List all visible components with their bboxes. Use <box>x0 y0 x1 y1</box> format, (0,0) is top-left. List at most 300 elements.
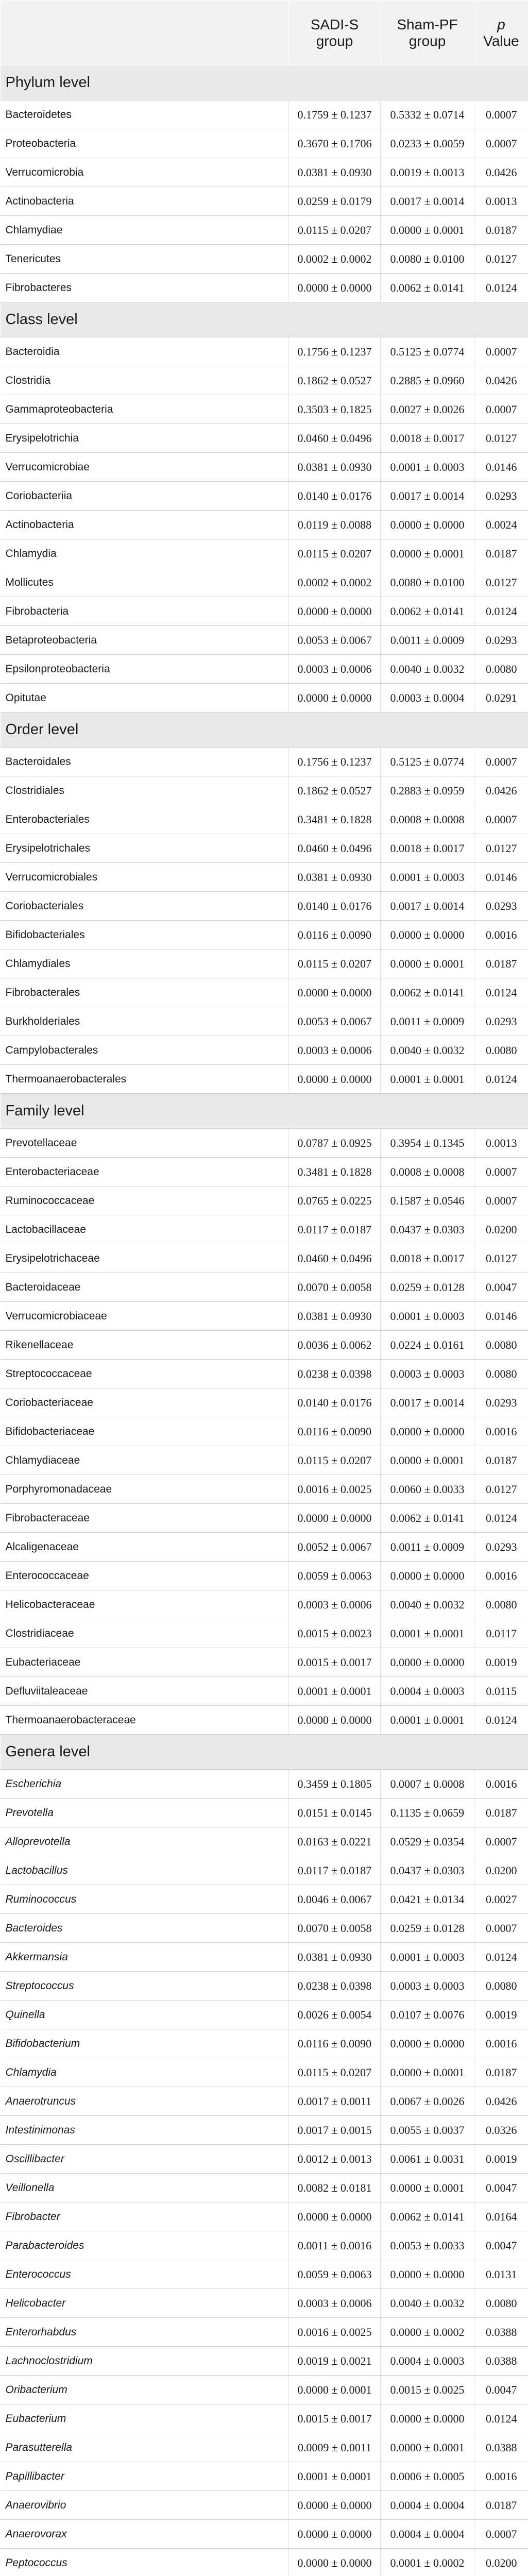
taxon-name: Intestinimonas <box>1 2116 289 2145</box>
sadi-s-value: 0.0017 ± 0.0011 <box>289 2087 381 2116</box>
p-value: 0.0293 <box>474 482 528 511</box>
taxon-name: Lactobacillus <box>1 1856 289 1885</box>
taxon-name: Erysipelotrichaceae <box>1 1244 289 1273</box>
sadi-s-value: 0.0003 ± 0.0006 <box>289 655 381 684</box>
table-row <box>1 1446 528 1475</box>
p-value: 0.0047 <box>474 2231 528 2260</box>
p-value: 0.0013 <box>474 1129 528 1158</box>
table-row <box>1 1273 528 1302</box>
sham-pf-value: 0.0001 ± 0.0003 <box>381 1302 474 1331</box>
sadi-s-value: 0.0460 ± 0.0496 <box>289 834 381 863</box>
p-value: 0.0124 <box>474 1504 528 1533</box>
section-title: Class level <box>1 302 528 337</box>
sadi-s-value: 0.0015 ± 0.0017 <box>289 1648 381 1677</box>
taxon-name: Enterococcaceae <box>1 1562 289 1590</box>
table-row <box>1 2289 528 2318</box>
sham-pf-value: 0.0001 ± 0.0002 <box>381 2549 474 2576</box>
table-row <box>1 1007 528 1036</box>
sham-pf-value: 0.0053 ± 0.0033 <box>381 2231 474 2260</box>
table-row <box>1 1065 528 1094</box>
table-row <box>1 395 528 424</box>
taxon-name: Veillonella <box>1 2174 289 2202</box>
p-value: 0.0016 <box>474 2029 528 2058</box>
sham-pf-value: 0.0018 ± 0.0017 <box>381 1244 474 1273</box>
taxon-name: Bacteroidales <box>1 748 289 776</box>
table-row <box>1 1914 528 1943</box>
sadi-s-value: 0.0053 ± 0.0067 <box>289 1007 381 1036</box>
sadi-s-value: 0.0000 ± 0.0001 <box>289 2376 381 2404</box>
sham-pf-value: 0.0060 ± 0.0033 <box>381 1475 474 1504</box>
sham-pf-value: 0.0004 ± 0.0003 <box>381 2347 474 2376</box>
p-value: 0.0124 <box>474 1065 528 1094</box>
p-value: 0.0117 <box>474 1619 528 1648</box>
taxon-name: Anaerovorax <box>1 2520 289 2549</box>
p-value: 0.0007 <box>474 805 528 834</box>
table-row <box>1 1331 528 1360</box>
table-row <box>1 274 528 302</box>
sham-pf-value: 0.0062 ± 0.0141 <box>381 597 474 626</box>
header-value-word: Value <box>483 32 519 49</box>
sadi-s-value: 0.0381 ± 0.0930 <box>289 158 381 187</box>
sham-pf-value: 0.0011 ± 0.0009 <box>381 1007 474 1036</box>
p-value: 0.0187 <box>474 539 528 568</box>
p-value: 0.0047 <box>474 2376 528 2404</box>
p-value: 0.0027 <box>474 1885 528 1914</box>
sham-pf-value: 0.0000 ± 0.0000 <box>381 511 474 539</box>
sadi-s-value: 0.0017 ± 0.0015 <box>289 2116 381 2145</box>
taxon-name: Verrucomicrobiae <box>1 453 289 482</box>
p-value: 0.0047 <box>474 2174 528 2202</box>
taxon-name: Ruminococcus <box>1 1885 289 1914</box>
sadi-s-value: 0.0151 ± 0.0145 <box>289 1799 381 1827</box>
sham-pf-value: 0.0017 ± 0.0014 <box>381 1388 474 1417</box>
table-row <box>1 1129 528 1158</box>
taxon-name: Chlamydia <box>1 539 289 568</box>
taxon-name: Actinobacteria <box>1 187 289 216</box>
taxon-name: Ruminococcaceae <box>1 1187 289 1215</box>
sadi-s-value: 0.1756 ± 0.1237 <box>289 337 381 366</box>
table-row <box>1 1827 528 1856</box>
p-value: 0.0124 <box>474 2404 528 2433</box>
taxon-name: Bacteroidia <box>1 337 289 366</box>
taxon-name: Fibrobacteres <box>1 274 289 302</box>
sham-pf-value: 0.0040 ± 0.0032 <box>381 1036 474 1065</box>
sadi-s-value: 0.0003 ± 0.0006 <box>289 1036 381 1065</box>
taxon-name: Parabacteroides <box>1 2231 289 2260</box>
sadi-s-value: 0.0116 ± 0.0090 <box>289 1417 381 1446</box>
sadi-s-value: 0.0019 ± 0.0021 <box>289 2347 381 2376</box>
sham-pf-value: 0.0000 ± 0.0001 <box>381 2433 474 2462</box>
sham-pf-value: 0.0040 ± 0.0032 <box>381 2289 474 2318</box>
sadi-s-value: 0.0015 ± 0.0023 <box>289 1619 381 1648</box>
taxon-name: Verrucomicrobiaceae <box>1 1302 289 1331</box>
sham-pf-value: 0.0001 ± 0.0001 <box>381 1065 474 1094</box>
sadi-s-value: 0.0119 ± 0.0088 <box>289 511 381 539</box>
p-value: 0.0007 <box>474 1914 528 1943</box>
taxon-name: Fibrobacter <box>1 2202 289 2231</box>
p-value: 0.0187 <box>474 2491 528 2520</box>
sadi-s-value: 0.1756 ± 0.1237 <box>289 748 381 776</box>
p-value: 0.0131 <box>474 2260 528 2289</box>
section-title: Genera level <box>1 1735 528 1770</box>
p-value: 0.0388 <box>474 2433 528 2462</box>
p-value: 0.0146 <box>474 1302 528 1331</box>
sham-pf-value: 0.0017 ± 0.0014 <box>381 482 474 511</box>
sham-pf-value: 0.0421 ± 0.0134 <box>381 1885 474 1914</box>
table-row <box>1 921 528 950</box>
sham-pf-value: 0.0001 ± 0.0003 <box>381 1943 474 1972</box>
taxon-name: Epsilonproteobacteria <box>1 655 289 684</box>
p-value: 0.0019 <box>474 1648 528 1677</box>
taxon-name: Defluviitaleaceae <box>1 1677 289 1706</box>
sadi-s-value: 0.0140 ± 0.0176 <box>289 1388 381 1417</box>
sadi-s-value: 0.0009 ± 0.0011 <box>289 2433 381 2462</box>
p-value: 0.0024 <box>474 511 528 539</box>
table-row <box>1 2174 528 2202</box>
table-row <box>1 2087 528 2116</box>
section-title: Family level <box>1 1094 528 1129</box>
sham-pf-value: 0.0001 ± 0.0001 <box>381 1619 474 1648</box>
sham-pf-value: 0.0004 ± 0.0004 <box>381 2491 474 2520</box>
sham-pf-value: 0.2885 ± 0.0960 <box>381 366 474 395</box>
taxon-name: Thermoanaerobacterales <box>1 1065 289 1094</box>
sham-pf-value: 0.0000 ± 0.0001 <box>381 2058 474 2087</box>
sadi-s-value: 0.0052 ± 0.0067 <box>289 1533 381 1562</box>
table-row <box>1 511 528 539</box>
sham-pf-value: 0.0062 ± 0.0141 <box>381 2202 474 2231</box>
p-value: 0.0426 <box>474 158 528 187</box>
table-row <box>1 158 528 187</box>
table-row <box>1 748 528 776</box>
sadi-s-value: 0.0259 ± 0.0179 <box>289 187 381 216</box>
table-row <box>1 1302 528 1331</box>
section-header-row <box>1 1735 528 1770</box>
sadi-s-value: 0.0765 ± 0.0225 <box>289 1187 381 1215</box>
taxon-name: Papillibacter <box>1 2462 289 2491</box>
table-row <box>1 453 528 482</box>
taxon-name: Oribacterium <box>1 2376 289 2404</box>
taxon-name: Helicobacter <box>1 2289 289 2318</box>
p-value: 0.0200 <box>474 1856 528 1885</box>
sham-pf-value: 0.0061 ± 0.0031 <box>381 2145 474 2174</box>
p-value: 0.0124 <box>474 597 528 626</box>
taxon-name: Betaproteobacteria <box>1 626 289 655</box>
sadi-s-value: 0.0000 ± 0.0000 <box>289 274 381 302</box>
header-p-value <box>474 1 528 65</box>
p-value: 0.0326 <box>474 2116 528 2145</box>
p-value: 0.0291 <box>474 684 528 713</box>
p-value: 0.0127 <box>474 1244 528 1273</box>
table-row <box>1 2433 528 2462</box>
table-row <box>1 1677 528 1706</box>
taxon-name: Bifidobacteriales <box>1 921 289 950</box>
taxon-name: Coriobacteriia <box>1 482 289 511</box>
sham-pf-value: 0.0001 ± 0.0003 <box>381 453 474 482</box>
sham-pf-value: 0.0062 ± 0.0141 <box>381 978 474 1007</box>
table-row <box>1 892 528 921</box>
sadi-s-value: 0.0000 ± 0.0000 <box>289 1706 381 1735</box>
table-row <box>1 834 528 863</box>
p-value: 0.0127 <box>474 424 528 453</box>
table-row <box>1 1619 528 1648</box>
taxon-name: Anaerotruncus <box>1 2087 289 2116</box>
table-row <box>1 2462 528 2491</box>
sham-pf-value: 0.0259 ± 0.0128 <box>381 1914 474 1943</box>
p-value: 0.0007 <box>474 395 528 424</box>
taxon-name: Lachnoclostridium <box>1 2347 289 2376</box>
table-row <box>1 1360 528 1388</box>
sham-pf-value: 0.0027 ± 0.0026 <box>381 395 474 424</box>
taxon-name: Clostridia <box>1 366 289 395</box>
table-row <box>1 978 528 1007</box>
section-header-row <box>1 65 528 100</box>
p-value: 0.0187 <box>474 216 528 245</box>
p-value: 0.0013 <box>474 187 528 216</box>
sham-pf-value: 0.0040 ± 0.0032 <box>381 655 474 684</box>
taxon-name: Verrucomicrobia <box>1 158 289 187</box>
sadi-s-value: 0.0460 ± 0.0496 <box>289 1244 381 1273</box>
sadi-s-value: 0.0002 ± 0.0002 <box>289 568 381 597</box>
sham-pf-value: 0.1135 ± 0.0659 <box>381 1799 474 1827</box>
taxon-name: Streptococcaceae <box>1 1360 289 1388</box>
table-row <box>1 366 528 395</box>
sham-pf-value: 0.0003 ± 0.0003 <box>381 1972 474 2001</box>
table-row <box>1 1215 528 1244</box>
sham-pf-value: 0.0003 ± 0.0003 <box>381 1360 474 1388</box>
p-value: 0.0200 <box>474 2549 528 2576</box>
table-row <box>1 2029 528 2058</box>
sadi-s-value: 0.0117 ± 0.0187 <box>289 1215 381 1244</box>
sham-pf-value: 0.0011 ± 0.0009 <box>381 626 474 655</box>
taxon-name: Anaerovibrio <box>1 2491 289 2520</box>
table-row <box>1 1158 528 1187</box>
sadi-s-value: 0.0460 ± 0.0496 <box>289 424 381 453</box>
table-row <box>1 1706 528 1735</box>
sham-pf-value: 0.0000 ± 0.0000 <box>381 921 474 950</box>
table-row <box>1 1036 528 1065</box>
table-row <box>1 1187 528 1215</box>
table-row <box>1 1244 528 1273</box>
header-p-letter: p <box>497 16 505 32</box>
sham-pf-value: 0.0000 ± 0.0000 <box>381 2029 474 2058</box>
p-value: 0.0019 <box>474 2145 528 2174</box>
sadi-s-value: 0.0000 ± 0.0000 <box>289 1065 381 1094</box>
taxon-name: Parasutterella <box>1 2433 289 2462</box>
sadi-s-value: 0.0115 ± 0.0207 <box>289 1446 381 1475</box>
sham-pf-value: 0.0055 ± 0.0037 <box>381 2116 474 2145</box>
taxon-name: Clostridiaceae <box>1 1619 289 1648</box>
sadi-s-value: 0.3481 ± 0.1828 <box>289 805 381 834</box>
section-header-row <box>1 1094 528 1129</box>
sadi-s-value: 0.0011 ± 0.0016 <box>289 2231 381 2260</box>
sham-pf-value: 0.0008 ± 0.0008 <box>381 1158 474 1187</box>
taxon-name: Coriobacteriales <box>1 892 289 921</box>
sadi-s-value: 0.0000 ± 0.0000 <box>289 684 381 713</box>
table-row <box>1 950 528 978</box>
p-value: 0.0007 <box>474 100 528 129</box>
sadi-s-value: 0.0000 ± 0.0000 <box>289 978 381 1007</box>
p-value: 0.0187 <box>474 1446 528 1475</box>
sadi-s-value: 0.0000 ± 0.0000 <box>289 2520 381 2549</box>
table-row <box>1 2001 528 2029</box>
sadi-s-value: 0.0059 ± 0.0063 <box>289 1562 381 1590</box>
p-value: 0.0016 <box>474 1562 528 1590</box>
sham-pf-value: 0.0080 ± 0.0100 <box>381 245 474 274</box>
taxon-name: Chlamydiae <box>1 216 289 245</box>
p-value: 0.0187 <box>474 2058 528 2087</box>
table-row <box>1 805 528 834</box>
sham-pf-value: 0.0000 ± 0.0000 <box>381 2404 474 2433</box>
sadi-s-value: 0.0117 ± 0.0187 <box>289 1856 381 1885</box>
sadi-s-value: 0.0053 ± 0.0067 <box>289 626 381 655</box>
sham-pf-value: 0.5125 ± 0.0774 <box>381 337 474 366</box>
p-value: 0.0124 <box>474 1706 528 1735</box>
table-row <box>1 482 528 511</box>
table-row <box>1 1388 528 1417</box>
p-value: 0.0127 <box>474 245 528 274</box>
taxon-name: Lactobacillaceae <box>1 1215 289 1244</box>
sham-pf-value: 0.0062 ± 0.0141 <box>381 274 474 302</box>
sham-pf-value: 0.2883 ± 0.0959 <box>381 776 474 805</box>
table-row <box>1 2520 528 2549</box>
p-value: 0.0007 <box>474 748 528 776</box>
p-value: 0.0388 <box>474 2347 528 2376</box>
taxon-name: Thermoanaerobacteraceae <box>1 1706 289 1735</box>
taxon-name: Quinella <box>1 2001 289 2029</box>
p-value: 0.0200 <box>474 1215 528 1244</box>
header-sham-pf: Sham-PF group <box>381 1 474 65</box>
sham-pf-value: 0.0004 ± 0.0004 <box>381 2520 474 2549</box>
table-row <box>1 568 528 597</box>
taxon-name: Burkholderiales <box>1 1007 289 1036</box>
sadi-s-value: 0.0003 ± 0.0006 <box>289 1590 381 1619</box>
sadi-s-value: 0.3459 ± 0.1805 <box>289 1770 381 1799</box>
sham-pf-value: 0.0001 ± 0.0003 <box>381 863 474 892</box>
sham-pf-value: 0.0000 ± 0.0001 <box>381 1446 474 1475</box>
taxon-name: Tenericutes <box>1 245 289 274</box>
taxon-name: Bifidobacteriaceae <box>1 1417 289 1446</box>
table-row <box>1 2116 528 2145</box>
table-row <box>1 424 528 453</box>
table-row <box>1 2376 528 2404</box>
p-value: 0.0187 <box>474 1799 528 1827</box>
p-value: 0.0426 <box>474 366 528 395</box>
taxon-name: Helicobacteraceae <box>1 1590 289 1619</box>
sadi-s-value: 0.1759 ± 0.1237 <box>289 100 381 129</box>
sham-pf-value: 0.0000 ± 0.0000 <box>381 2260 474 2289</box>
p-value: 0.0293 <box>474 626 528 655</box>
p-value: 0.0016 <box>474 1770 528 1799</box>
sham-pf-value: 0.0008 ± 0.0008 <box>381 805 474 834</box>
sham-pf-value: 0.0067 ± 0.0026 <box>381 2087 474 2116</box>
p-value: 0.0426 <box>474 2087 528 2116</box>
sadi-s-value: 0.0000 ± 0.0000 <box>289 2202 381 2231</box>
table-row <box>1 1504 528 1533</box>
sham-pf-value: 0.5125 ± 0.0774 <box>381 748 474 776</box>
taxon-name: Streptococcus <box>1 1972 289 2001</box>
table-row <box>1 1648 528 1677</box>
sham-pf-value: 0.0017 ± 0.0014 <box>381 187 474 216</box>
p-value: 0.0007 <box>474 129 528 158</box>
table-row <box>1 2145 528 2174</box>
sadi-s-value: 0.0003 ± 0.0006 <box>289 2289 381 2318</box>
sham-pf-value: 0.3954 ± 0.1345 <box>381 1129 474 1158</box>
p-value: 0.0080 <box>474 1972 528 2001</box>
sadi-s-value: 0.3670 ± 0.1706 <box>289 129 381 158</box>
sham-pf-value: 0.0437 ± 0.0303 <box>381 1856 474 1885</box>
table-body <box>1 65 528 2576</box>
p-value: 0.0016 <box>474 2462 528 2491</box>
p-value: 0.0080 <box>474 655 528 684</box>
table-row <box>1 129 528 158</box>
p-value: 0.0080 <box>474 1360 528 1388</box>
table-row <box>1 100 528 129</box>
table-row <box>1 684 528 713</box>
sadi-s-value: 0.0115 ± 0.0207 <box>289 2058 381 2087</box>
sadi-s-value: 0.0001 ± 0.0001 <box>289 1677 381 1706</box>
p-value: 0.0293 <box>474 892 528 921</box>
p-value: 0.0080 <box>474 1590 528 1619</box>
sham-pf-value: 0.1587 ± 0.0546 <box>381 1187 474 1215</box>
sham-pf-value: 0.0011 ± 0.0009 <box>381 1533 474 1562</box>
sadi-s-value: 0.0001 ± 0.0001 <box>289 2462 381 2491</box>
taxon-name: Rikenellaceae <box>1 1331 289 1360</box>
p-value: 0.0115 <box>474 1677 528 1706</box>
sham-pf-value: 0.0000 ± 0.0001 <box>381 2174 474 2202</box>
sham-pf-value: 0.0080 ± 0.0100 <box>381 568 474 597</box>
sham-pf-value: 0.0000 ± 0.0001 <box>381 950 474 978</box>
p-value: 0.0007 <box>474 1187 528 1215</box>
sham-pf-value: 0.0003 ± 0.0004 <box>381 684 474 713</box>
sham-pf-value: 0.0259 ± 0.0128 <box>381 1273 474 1302</box>
taxon-name: Akkermansia <box>1 1943 289 1972</box>
table-header <box>1 1 528 65</box>
sadi-s-value: 0.0116 ± 0.0090 <box>289 2029 381 2058</box>
p-value: 0.0016 <box>474 921 528 950</box>
taxon-name: Bacteroides <box>1 1914 289 1943</box>
p-value: 0.0146 <box>474 863 528 892</box>
taxon-name: Prevotellaceae <box>1 1129 289 1158</box>
sadi-s-value: 0.1862 ± 0.0527 <box>289 366 381 395</box>
sadi-s-value: 0.0115 ± 0.0207 <box>289 539 381 568</box>
sadi-s-value: 0.3503 ± 0.1825 <box>289 395 381 424</box>
taxon-name: Mollicutes <box>1 568 289 597</box>
sham-pf-value: 0.0017 ± 0.0014 <box>381 892 474 921</box>
taxon-name: Bacteroidaceae <box>1 1273 289 1302</box>
sham-pf-value: 0.0018 ± 0.0017 <box>381 424 474 453</box>
table-row <box>1 216 528 245</box>
table-row <box>1 1562 528 1590</box>
taxon-name: Campylobacterales <box>1 1036 289 1065</box>
section-title: Phylum level <box>1 65 528 100</box>
taxon-name: Eubacterium <box>1 2404 289 2433</box>
p-value: 0.0164 <box>474 2202 528 2231</box>
sadi-s-value: 0.0140 ± 0.0176 <box>289 892 381 921</box>
p-value: 0.0007 <box>474 2520 528 2549</box>
p-value: 0.0127 <box>474 1475 528 1504</box>
sham-pf-value: 0.0007 ± 0.0008 <box>381 1770 474 1799</box>
taxon-name: Fibrobacterales <box>1 978 289 1007</box>
sham-pf-value: 0.0062 ± 0.0141 <box>381 1504 474 1533</box>
taxon-name: Fibrobacteraceae <box>1 1504 289 1533</box>
sadi-s-value: 0.1862 ± 0.0527 <box>289 776 381 805</box>
sadi-s-value: 0.0140 ± 0.0176 <box>289 482 381 511</box>
table-row <box>1 1943 528 1972</box>
sadi-s-value: 0.0381 ± 0.0930 <box>289 453 381 482</box>
p-value: 0.0080 <box>474 2289 528 2318</box>
sadi-s-value: 0.0116 ± 0.0090 <box>289 921 381 950</box>
p-value: 0.0007 <box>474 1158 528 1187</box>
